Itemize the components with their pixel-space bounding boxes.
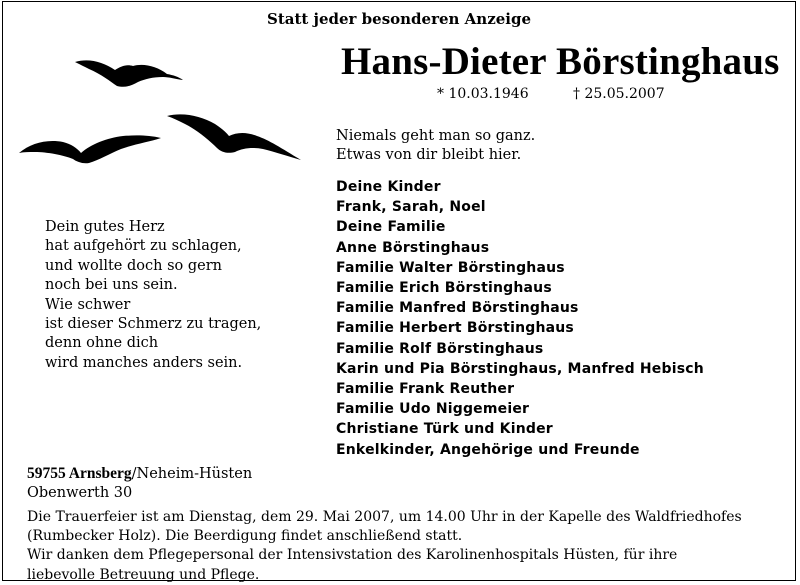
mourner-entry: Familie Frank Reuther [336, 381, 515, 398]
poem-line: wird manches anders sein. [45, 354, 243, 371]
poem-line: ist dieser Schmerz zu tragen, [45, 316, 262, 333]
mourner-entry: Familie Udo Niggemeier [336, 401, 530, 418]
bird-left-icon [19, 135, 161, 163]
poem-line: denn ohne dich [45, 335, 159, 352]
mourner-entry: Familie Manfred Börstinghaus [336, 300, 579, 317]
family-address [27, 464, 252, 503]
address-district: /Neheim-Hüsten [131, 466, 253, 482]
poem-line: noch bei uns sein. [45, 277, 178, 294]
mourner-entry: Deine Familie [336, 219, 446, 236]
death-date: † 25.05.2007 [573, 86, 665, 102]
announcement: Statt jeder besonderen Anzeige [266, 10, 532, 28]
mourners-list [336, 177, 704, 460]
mourner-entry: Deine Kinder [336, 179, 441, 195]
notice-line: Die Trauerfeier ist am Dienstag, dem 29. Mai 2007, um 14.00 Uhr in der Kapelle des Waldfriedhofes [27, 509, 742, 525]
notice-line: Wir danken dem Pflegepersonal der Intensivstation des Karolinenhospitals Hüsten, für ihre [27, 547, 678, 564]
poem-line: hat aufgehört zu schlagen, [45, 238, 242, 255]
obituary-notice [2, 1, 796, 581]
notice-line: (Rumbecker Holz). Die Beerdigung findet anschließend statt. [27, 528, 463, 545]
address-city: 59755 Arnsberg [27, 465, 132, 482]
poem [45, 218, 261, 373]
mourner-entry: Frank, Sarah, Noel [336, 199, 486, 216]
flying-birds-icon [17, 46, 307, 176]
bird-right-icon [167, 114, 301, 160]
motto-line: Niemals geht man so ganz. [336, 128, 536, 144]
mourner-entry: Christiane Türk und Kinder [336, 421, 553, 438]
poem-line: und wollte doch so gern [45, 257, 222, 274]
mourner-entry: Familie Herbert Börstinghaus [336, 320, 574, 337]
mourner-entry: Familie Walter Börstinghaus [336, 259, 565, 276]
mourner-entry: Familie Rolf Börstinghaus [336, 340, 544, 357]
funeral-notice [27, 508, 787, 585]
address-city-line [27, 464, 252, 484]
motto-line: Etwas von dir bleibt hier. [336, 147, 522, 163]
address-street: Obenwerth 30 [27, 485, 133, 501]
mourner-entry: Anne Börstinghaus [336, 239, 490, 256]
mourner-entry: Familie Erich Börstinghaus [336, 280, 552, 297]
notice-line: liebevolle Betreuung und Pflege. [27, 566, 260, 583]
mourner-entry: Enkelkinder, Angehörige und Freunde [336, 441, 640, 458]
deceased-name: Hans-Dieter Börstinghaus [341, 40, 780, 83]
motto [336, 127, 535, 165]
poem-line: Dein gutes Herz [45, 219, 165, 235]
bird-top-icon [75, 60, 183, 86]
mourner-entry: Karin und Pia Börstinghaus, Manfred Hebisch [336, 360, 704, 377]
poem-line: Wie schwer [45, 296, 131, 313]
birth-date: * 10.03.1946 [437, 86, 529, 102]
